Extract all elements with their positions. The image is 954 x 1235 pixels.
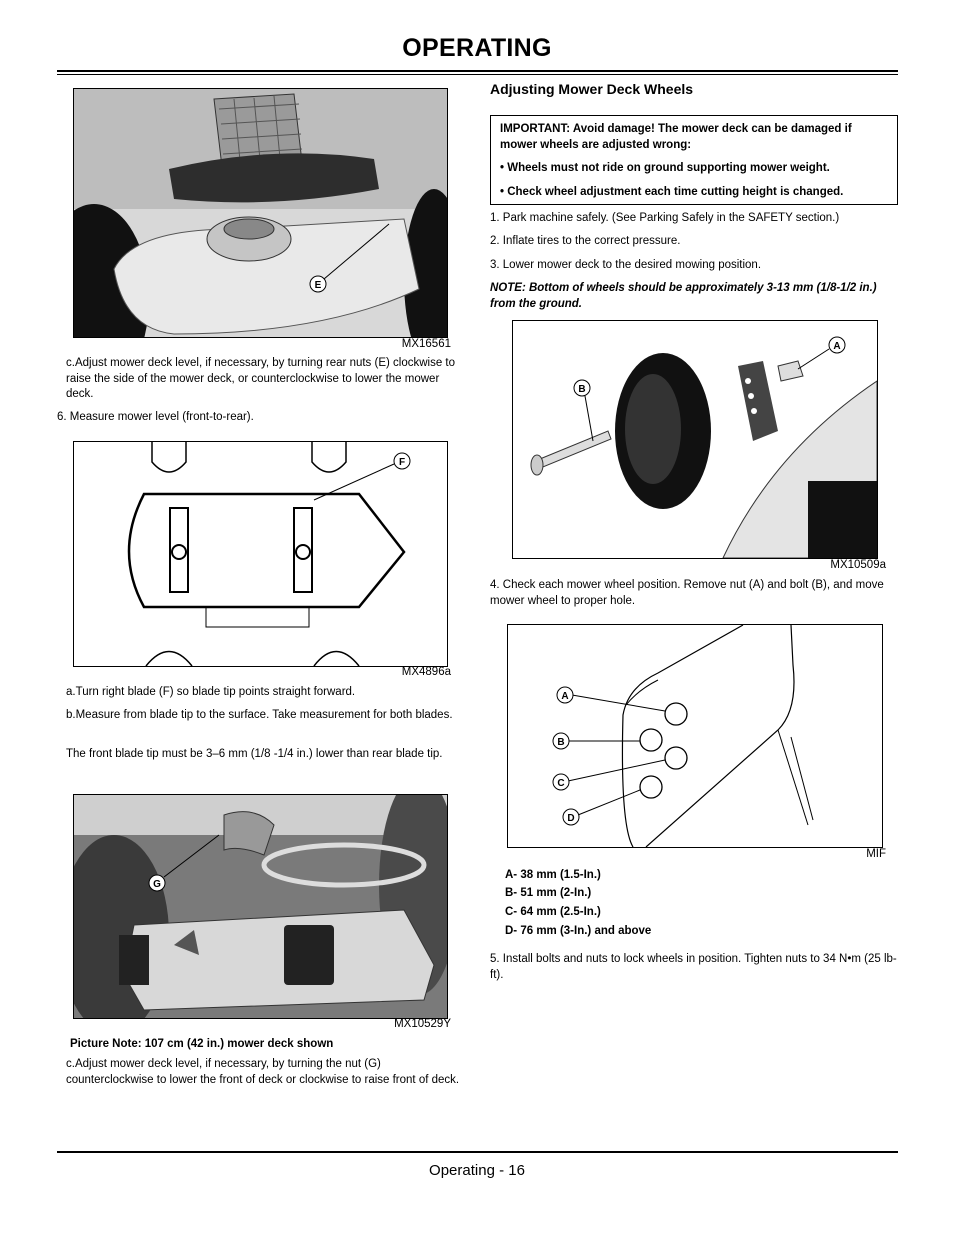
figure-mx10509a-illustration	[513, 321, 877, 558]
callout-a: A	[833, 341, 841, 352]
figure-mx16561-illustration	[74, 89, 447, 337]
figure-mx10509a	[512, 320, 878, 559]
important-bullet-2: • Check wheel adjustment each time cutting height is changed.	[500, 185, 844, 198]
important-text: IMPORTANT: Avoid damage! The mower deck can be damaged if mower wheels are adjusted wrong:	[500, 123, 852, 151]
step-6: 6. Measure mower level (front-to-rear).	[57, 411, 254, 423]
step-b: b.Measure from blade tip to the surface. Take measurement for both blades.	[66, 709, 453, 721]
step-1: 1. Park machine safely. (See Parking Safely in the SAFETY section.)	[490, 212, 840, 224]
legend-c: C- 64 mm (2.5-In.)	[505, 906, 601, 918]
legend-d: D- 76 mm (3-In.) and above	[505, 925, 652, 937]
step-2: 2. Inflate tires to the correct pressure.	[490, 235, 681, 247]
step-c-nut-g: c.Adjust mower deck level, if necessary, by turning the nut (G) counterclockwise to lower the front of deck or clockwise to raise front of deck.	[66, 1058, 460, 1086]
figure-mx4896a-illustration	[74, 442, 447, 666]
header-rule	[57, 70, 898, 72]
figure-mx16561	[73, 88, 448, 338]
figure-mx10529y	[73, 794, 448, 1019]
footer-rule	[57, 1151, 898, 1153]
callout-g: G	[153, 879, 161, 890]
step-5: 5. Install bolts and nuts to lock wheels in position. Tighten nuts to 34 N•m (25 lb-ft).	[490, 953, 897, 981]
page-footer: Operating - 16	[429, 1162, 525, 1179]
note: NOTE: Bottom of wheels should be approximately 3-13 mm (1/8-1/2 in.) from the ground.	[490, 282, 877, 310]
page-title: OPERATING	[402, 34, 552, 62]
important-bullet-1: • Wheels must not ride on ground supporting mower weight.	[500, 162, 830, 174]
legend-a: A- 38 mm (1.5-In.)	[505, 869, 601, 881]
callout-a: A	[561, 691, 569, 702]
section-heading: Adjusting Mower Deck Wheels	[490, 81, 694, 97]
figure-caption: MX10509a	[830, 559, 886, 571]
picture-note: Picture Note: 107 cm (42 in.) mower deck shown	[70, 1038, 334, 1050]
step-3: 3. Lower mower deck to the desired mowing position.	[490, 259, 762, 271]
deck-front-shape	[124, 910, 434, 1010]
callout-c: C	[557, 778, 565, 789]
callout-b: B	[578, 384, 586, 395]
figure-mif	[507, 624, 883, 848]
figure-caption: MX4896a	[401, 666, 451, 678]
legend-b: B- 51 mm (2-In.)	[505, 887, 592, 899]
header-rule-thin	[57, 74, 898, 75]
figure-caption: MX10529Y	[394, 1018, 451, 1030]
step-a: a.Turn right blade (F) so blade tip points straight forward.	[66, 686, 356, 698]
figure-caption: MX16561	[401, 338, 451, 350]
front-tip-note: The front blade tip must be 3–6 mm (1/8 -1/4 in.) lower than rear blade tip.	[66, 748, 443, 760]
callout-b: B	[557, 737, 565, 748]
callout-d: D	[567, 813, 575, 824]
callout-f: F	[398, 457, 406, 468]
step-c-rear-nuts: c.Adjust mower deck level, if necessary, by turning rear nuts (E) clockwise to raise the side of the mower deck, or counterclockwise to lower the mower deck.	[66, 357, 456, 400]
figure-mx4896a	[73, 441, 448, 667]
important-box	[490, 115, 898, 205]
step-4: 4. Check each mower wheel position. Remove nut (A) and bolt (B), and move mower wheel to proper hole.	[490, 579, 884, 607]
figure-mif-illustration	[508, 625, 882, 847]
figure-mx10529y-illustration	[74, 795, 447, 1018]
callout-e: E	[314, 280, 322, 291]
figure-caption: MIF	[866, 848, 886, 860]
